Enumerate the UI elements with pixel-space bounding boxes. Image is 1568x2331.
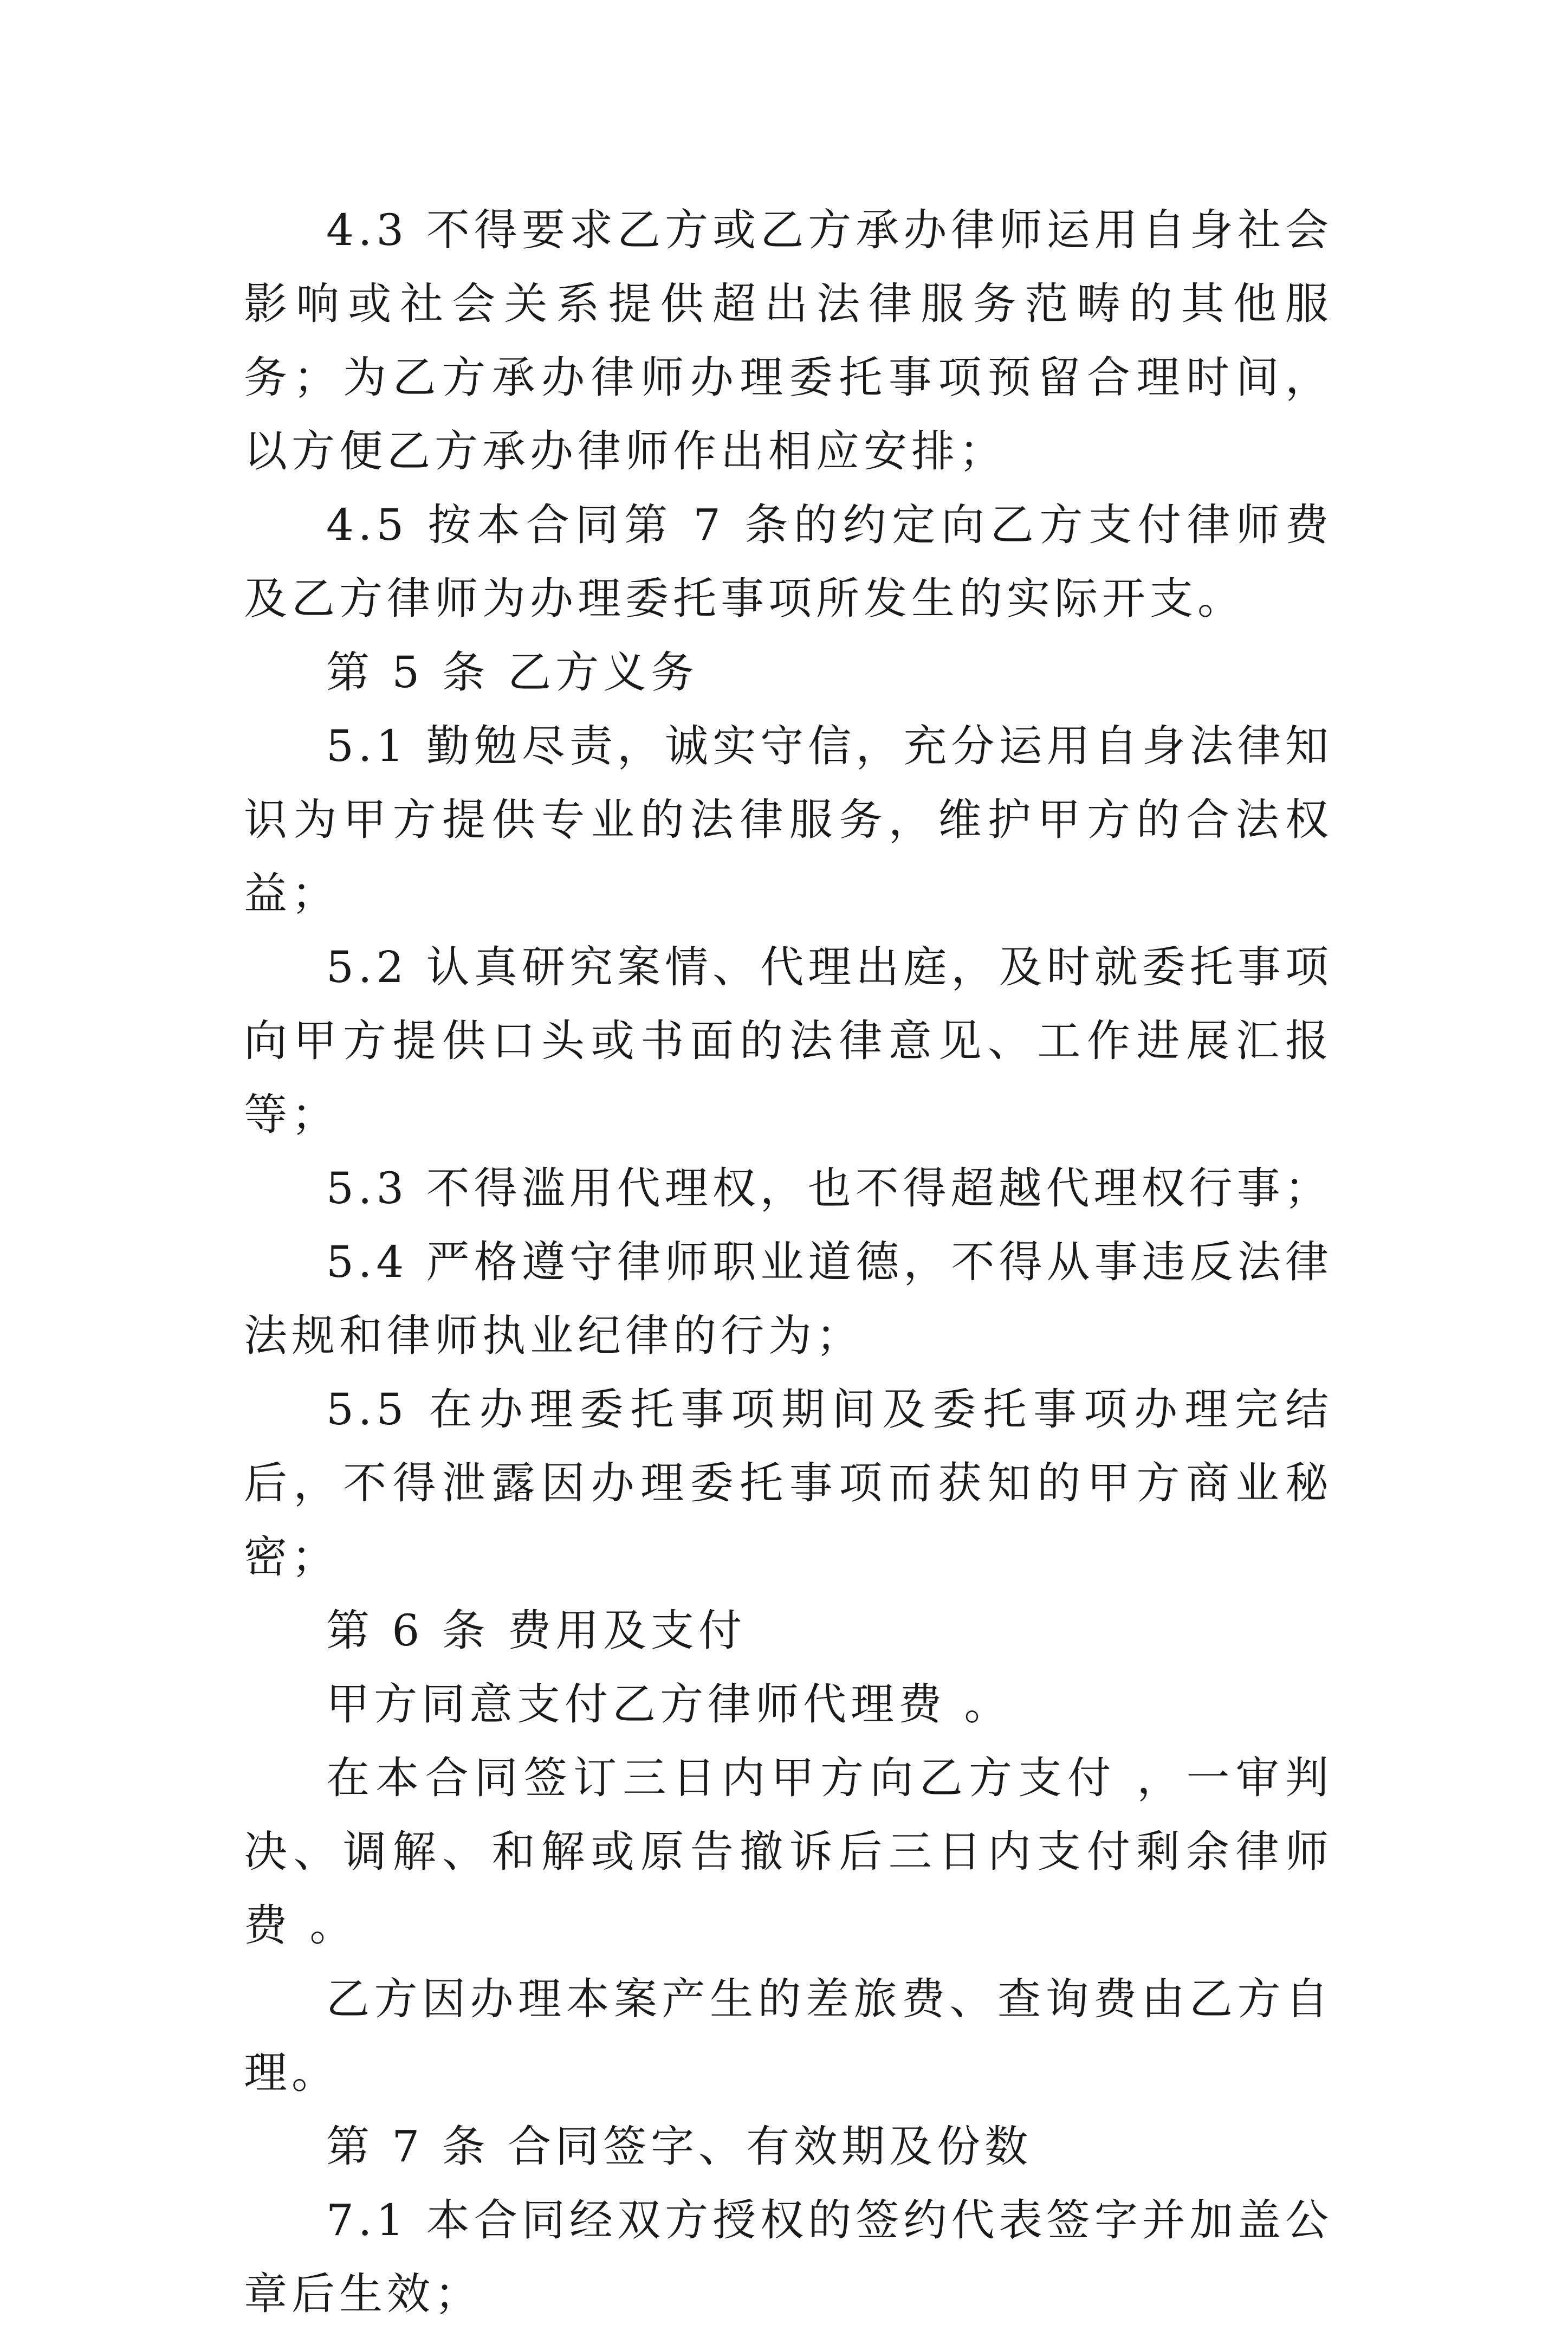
payment-schedule: 在本合同签订三日内甲方向乙方支付 ，一审判决、调解、和解或原告撤诉后三日内支付剩余律师费 。 [244,1753,1333,1951]
document-body [244,193,1333,2331]
clause-4-3: 4.3 不得要求乙方或乙方承办律师运用自身社会影响或社会关系提供超出法律服务范畴的其他服务；为乙方承办律师办理委托事项预留合理时间，以方便乙方承办律师作出相应安排； [244,205,1333,476]
article-6-heading: 第 6 条 费用及支付 [326,1605,747,1656]
fee-agreement: 甲方同意支付乙方律师代理费 。 [326,1679,1012,1729]
clause-7-1: 7.1 本合同经双方授权的签约代表签字并加盖公章后生效； [244,2195,1333,2319]
clause-5-5: 5.5 在办理委托事项期间及委托事项办理完结后，不得泄露因办理委托事项而获知的甲方商业秘密； [244,1384,1333,1582]
article-5-heading: 第 5 条 乙方义务 [326,647,699,698]
clause-5-4: 5.4 严格遵守律师职业道德，不得从事违反法律法规和律师执业纪律的行为； [244,1237,1333,1361]
article-7-heading: 第 7 条 合同签字、有效期及份数 [326,2121,1033,2172]
clause-5-1: 5.1 勤勉尽责，诚实守信，充分运用自身法律知识为甲方提供专业的法律服务，维护甲方的合法权益； [244,721,1333,919]
clause-4-5: 4.5 按本合同第 7 条的约定向乙方支付律师费及乙方律师为办理委托事项所发生的实际开支。 [244,500,1333,624]
clause-5-3: 5.3 不得滥用代理权，也不得超越代理权行事； [326,1163,1332,1213]
clause-5-2: 5.2 认真研究案情、代理出庭，及时就委托事项向甲方提供口头或书面的法律意见、工作进展汇报等； [244,942,1333,1140]
expenses: 乙方因办理本案产生的差旅费、查询费由乙方自理。 [244,1974,1333,2098]
